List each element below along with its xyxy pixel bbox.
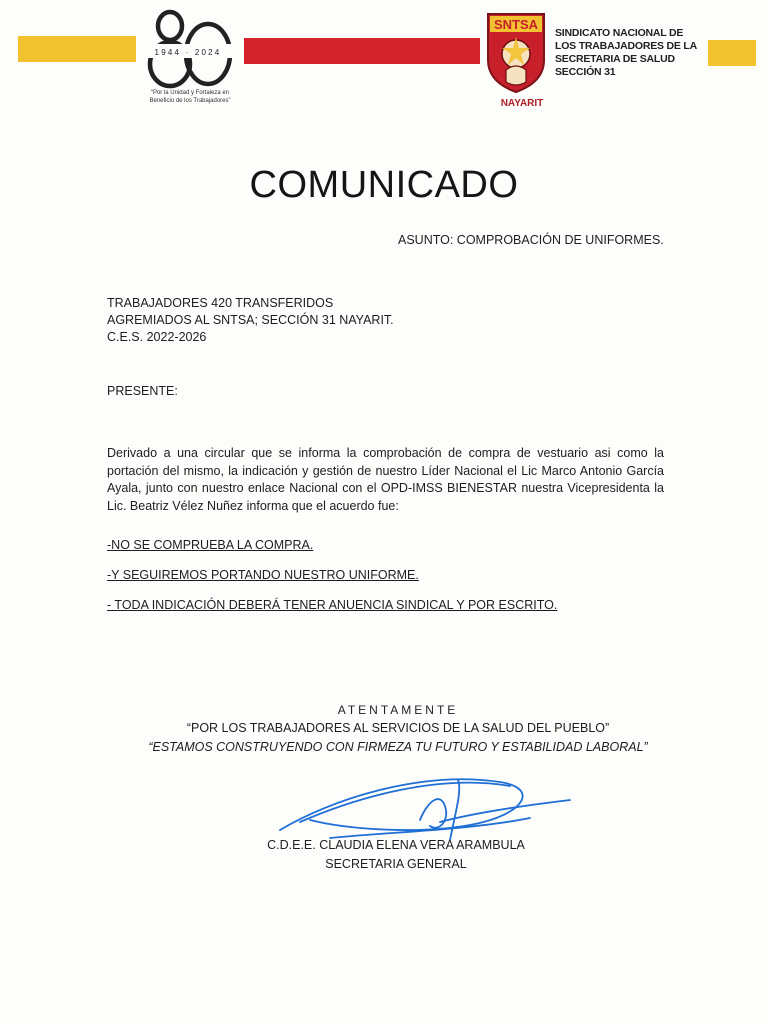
signer-role: SECRETARIA GENERAL [325,857,467,871]
sntsa-logo-text: SNTSA [493,17,539,32]
sntsa-shield-logo [484,10,548,94]
union-name-line: SINDICATO NACIONAL DE [555,27,684,39]
body-paragraph: Derivado a una circular que se informa la comprobación de compra de vestuario asi como la portación del mismo, la indicación y gestión de nuestro Líder Nacional el Lic Marco Antonio García Ayala, junto con nuestro enlace Nacional con el OPD-IMSS BIENESTAR nuestra Vicepresidenta la Lic. Beatriz Vélez Nuñez informa que el acuerdo fue: [107,446,664,513]
header-yellow-bar-left [18,36,136,62]
logo80-motto-line1: “Por la Unidad y Fortaleza en [150,90,230,96]
agreement-point: - TODA INDICACIÓN DEBERÁ TENER ANUENCIA SINDICAL Y POR ESCRITO. [107,598,558,612]
closing-slogan-2: “ESTAMOS CONSTRUYENDO CON FIRMEZA TU FUTURO Y ESTABILIDAD LABORAL” [148,740,648,754]
logo80-years: 1944 · 2024 [154,48,222,57]
document-title: COMUNICADO [249,164,519,206]
agreement-point: -Y SEGUIREMOS PORTANDO NUESTRO UNIFORME. [107,568,419,582]
greeting: PRESENTE: [107,384,178,398]
header-yellow-bar-right [708,40,756,66]
recipient-line: TRABAJADORES 420 TRANSFERIDOS [107,296,334,310]
recipients-block [107,295,394,346]
header-red-bar [244,38,480,64]
union-name-line: SECRETARIA DE SALUD [555,53,675,65]
agreement-points [107,538,557,628]
80-years-logo [140,6,236,92]
signer-name: C.D.E.E. CLAUDIA ELENA VERA ARAMBULA [267,838,525,852]
union-name [555,27,705,79]
location-label: NAYARIT [500,98,544,109]
closing-slogan-1: “POR LOS TRABAJADORES AL SERVICIOS DE LA SALUD DEL PUEBLO” [186,721,610,735]
document-subject: ASUNTO: COMPROBACIÓN DE UNIFORMES. [398,233,664,247]
logo80-motto-line2: Beneficio de los Trabajadores” [149,98,231,104]
logo80-motto [130,89,250,105]
closing-salutation: ATENTAMENTE [337,703,459,717]
union-name-line: LOS TRABAJADORES DE LA [555,40,698,52]
union-name-line: SECCIÓN 31 [555,66,616,78]
agreement-point: -NO SE COMPRUEBA LA COMPRA. [107,538,314,552]
recipient-line: AGREMIADOS AL SNTSA; SECCIÓN 31 NAYARIT. [107,313,394,327]
recipient-line: C.E.S. 2022-2026 [107,330,207,344]
